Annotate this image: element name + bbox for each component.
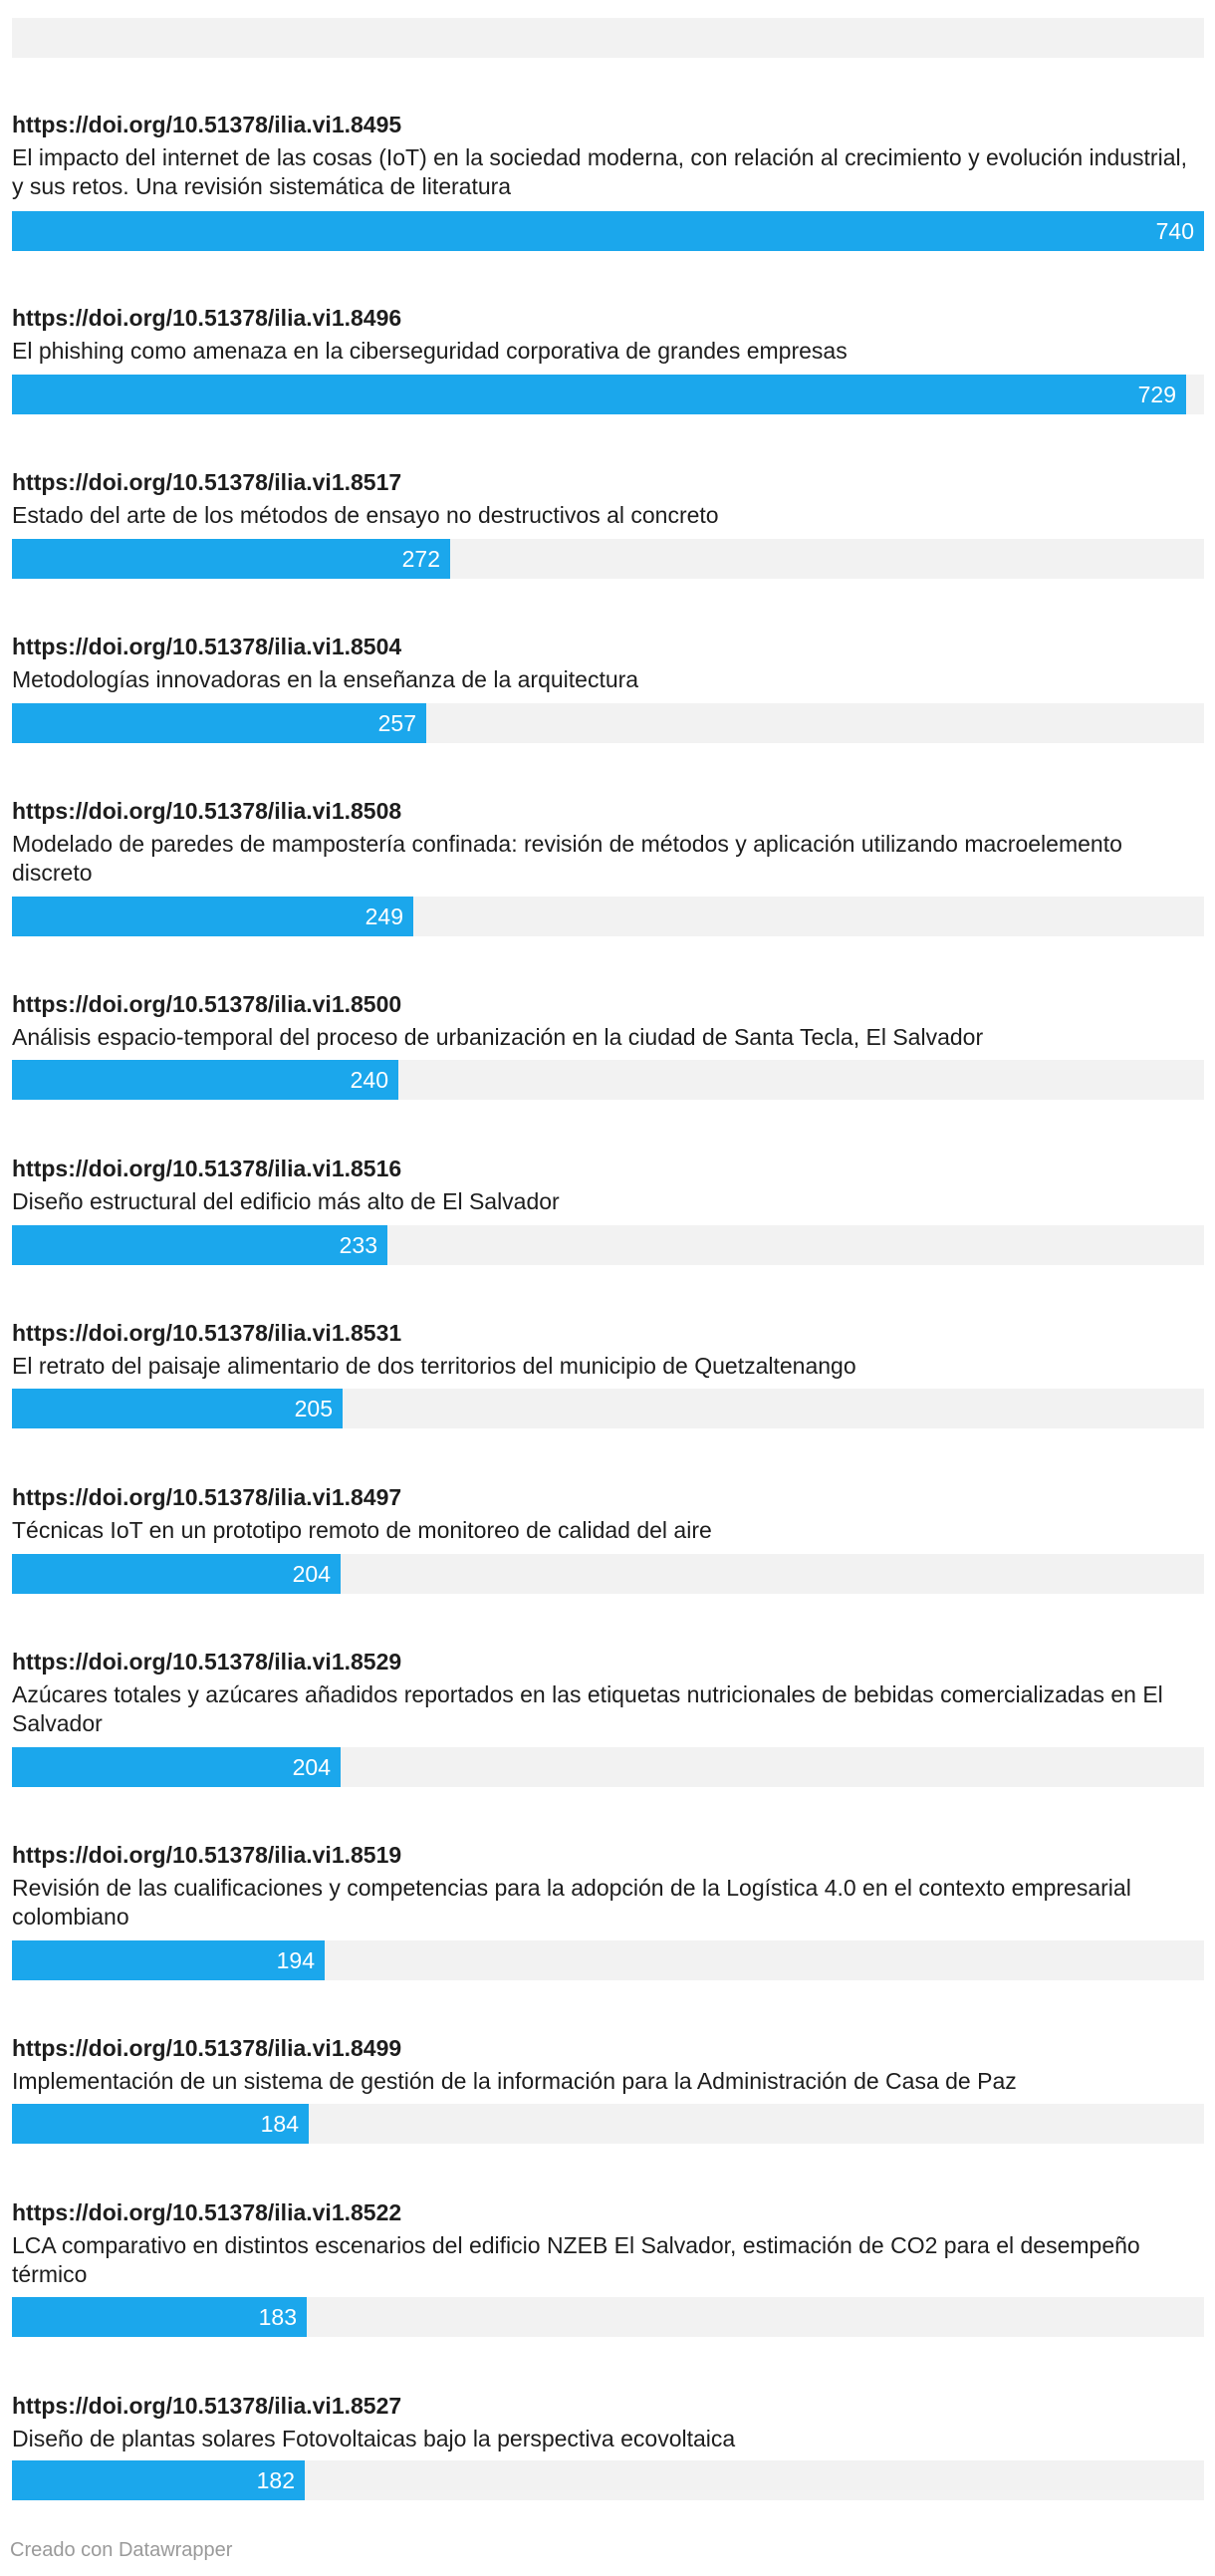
category-doi: https://doi.org/10.51378/ilia.vi1.8527 — [12, 2393, 402, 2419]
category-title: El retrato del paisaje alimentario de dos territorios del municipio de Quetzaltenango — [12, 1353, 856, 1379]
category-doi: https://doi.org/10.51378/ilia.vi1.8516 — [12, 1156, 402, 1181]
category-doi: https://doi.org/10.51378/ilia.vi1.8497 — [12, 1484, 402, 1510]
bar-track — [12, 2104, 1204, 2144]
bar-track — [12, 1225, 1204, 1265]
bar-value-label: 729 — [1137, 382, 1176, 407]
bar — [12, 1747, 341, 1787]
bar-value-label: 240 — [350, 1067, 388, 1093]
bar — [12, 211, 1204, 251]
category-title: Diseño estructural del edificio más alto de El Salvador — [12, 1188, 560, 1214]
bar-track — [12, 2297, 1204, 2337]
bar-value-label: 194 — [276, 1947, 315, 1973]
bar-value-label: 249 — [364, 903, 403, 929]
bar-value-label: 257 — [377, 710, 416, 736]
chart-row — [12, 1647, 1204, 1738]
bar-track — [12, 1747, 1204, 1787]
bar-track — [12, 1554, 1204, 1594]
bar — [12, 2460, 305, 2500]
category-doi: https://doi.org/10.51378/ilia.vi1.8519 — [12, 1842, 402, 1868]
bar-track — [12, 211, 1204, 251]
category-doi: https://doi.org/10.51378/ilia.vi1.8500 — [12, 991, 402, 1017]
bar — [12, 897, 413, 936]
category-title: Técnicas IoT en un prototipo remoto de monitoreo de calidad del aire — [12, 1517, 712, 1543]
category-title: Estado del arte de los métodos de ensayo no destructivos al concreto — [12, 502, 719, 528]
chart-row — [12, 110, 1204, 201]
category-title: Revisión de las cualificaciones y competencias para la adopción de la Logística 4.0 en el contexto empresarial colombiano — [12, 1875, 1131, 1930]
category-title: El impacto del internet de las cosas (IoT) en la sociedad moderna, con relación al crecimiento y evolución industrial, y sus retos. Una revisión sistemática de literatura — [12, 144, 1187, 199]
bar-value-label: 204 — [292, 1561, 331, 1587]
bar — [12, 539, 450, 579]
chart-row — [12, 1482, 1204, 1545]
bar-value-label: 204 — [292, 1754, 331, 1780]
bar-value-label: 740 — [1155, 218, 1194, 244]
bar — [12, 2104, 309, 2144]
bar — [12, 1225, 387, 1265]
bar-track — [12, 897, 1204, 936]
bar-value-label: 183 — [258, 2304, 297, 2330]
category-doi: https://doi.org/10.51378/ilia.vi1.8522 — [12, 2199, 402, 2225]
chart-row — [12, 2197, 1204, 2289]
bar-value-label: 233 — [339, 1232, 377, 1258]
bar — [12, 2297, 307, 2337]
bar-track — [12, 2460, 1204, 2500]
chart-row — [12, 1840, 1204, 1932]
category-doi: https://doi.org/10.51378/ilia.vi1.8531 — [12, 1320, 402, 1346]
chart-row — [12, 1154, 1204, 1216]
bar-track — [12, 1060, 1204, 1100]
chart-row — [12, 2391, 1204, 2453]
chart-row — [12, 989, 1204, 1052]
chart-row — [12, 303, 1204, 366]
category-doi: https://doi.org/10.51378/ilia.vi1.8529 — [12, 1649, 402, 1674]
bar — [12, 375, 1186, 414]
chart-row — [12, 1318, 1204, 1381]
bar-value-label: 182 — [256, 2467, 295, 2493]
bar-value-label: 272 — [401, 546, 440, 572]
bar-track — [12, 539, 1204, 579]
category-doi: https://doi.org/10.51378/ilia.vi1.8508 — [12, 798, 402, 824]
bar — [12, 1554, 341, 1594]
category-title: Modelado de paredes de mampostería confinada: revisión de métodos y aplicación utilizando macroelemento discreto — [12, 831, 1122, 886]
category-title: LCA comparativo en distintos escenarios del edificio NZEB El Salvador, estimación de CO2 para el desempeño térmico — [12, 2232, 1140, 2287]
chart-row — [12, 467, 1204, 530]
category-doi: https://doi.org/10.51378/ilia.vi1.8496 — [12, 305, 402, 331]
bar-track — [12, 703, 1204, 743]
category-doi: https://doi.org/10.51378/ilia.vi1.8499 — [12, 2035, 402, 2061]
category-title: Azúcares totales y azúcares añadidos reportados en las etiquetas nutricionales de bebidas comercializadas en El Salvador — [12, 1681, 1163, 1736]
category-doi: https://doi.org/10.51378/ilia.vi1.8495 — [12, 112, 402, 137]
bar — [12, 1940, 325, 1980]
bar-value-label: 205 — [294, 1396, 333, 1421]
category-title: Diseño de plantas solares Fotovoltaicas bajo la perspectiva ecovoltaica — [12, 2426, 736, 2451]
bar — [12, 1060, 398, 1100]
footer-credit[interactable]: Creado con Datawrapper — [10, 2539, 233, 2561]
bar-track — [12, 375, 1204, 414]
category-doi: https://doi.org/10.51378/ilia.vi1.8517 — [12, 469, 402, 495]
category-title: Metodologías innovadoras en la enseñanza de la arquitectura — [12, 666, 639, 692]
bar-track — [12, 1389, 1204, 1428]
chart-row — [12, 796, 1204, 888]
chart-row — [12, 632, 1204, 694]
chart-row — [12, 2033, 1204, 2096]
bar-track — [12, 1940, 1204, 1980]
bar-value-label: 184 — [260, 2111, 299, 2137]
category-title: Análisis espacio-temporal del proceso de urbanización en la ciudad de Santa Tecla, El Salvador — [12, 1024, 984, 1050]
category-title: El phishing como amenaza en la ciberseguridad corporativa de grandes empresas — [12, 338, 848, 364]
category-title: Implementación de un sistema de gestión de la información para la Administración de Casa de Paz — [12, 2068, 1017, 2094]
bar — [12, 1389, 343, 1428]
category-doi: https://doi.org/10.51378/ilia.vi1.8504 — [12, 634, 402, 659]
bar — [12, 703, 426, 743]
top-strip — [12, 18, 1204, 58]
